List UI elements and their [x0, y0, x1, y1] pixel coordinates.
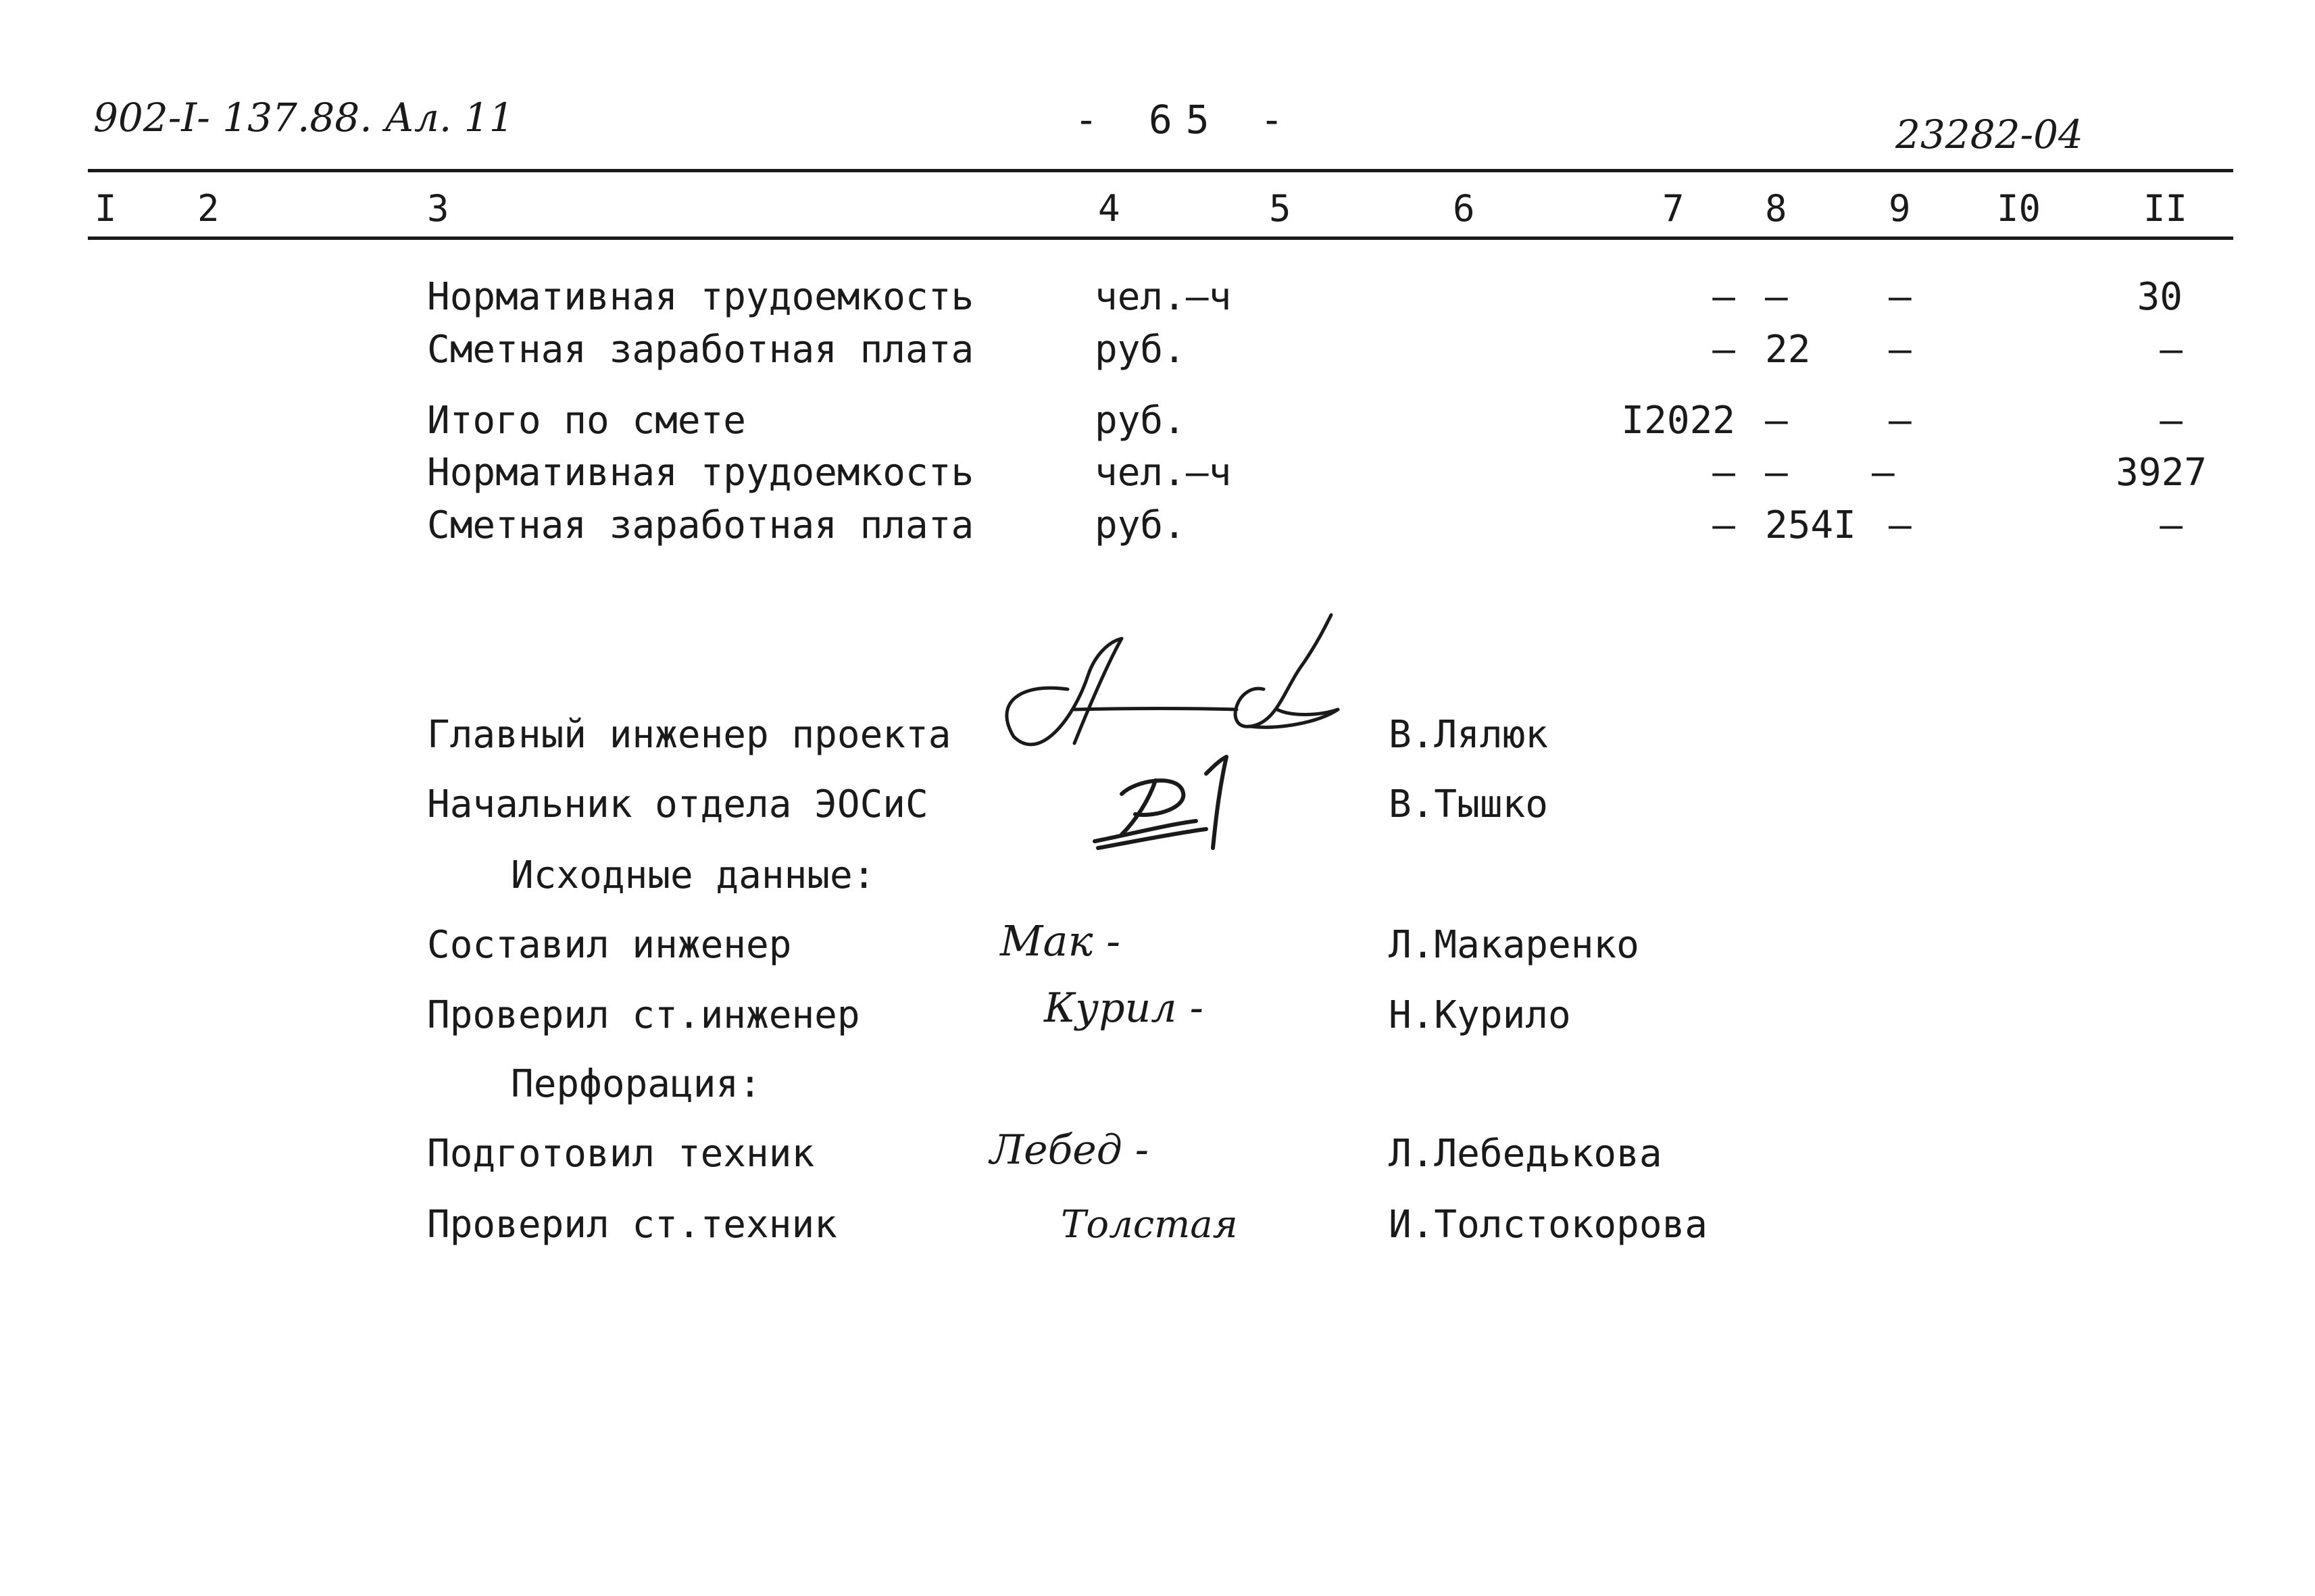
- table-top-rule: [88, 169, 2233, 172]
- prepared-by-signature: Лебед -: [990, 1126, 1149, 1174]
- checked-technician-title: Проверил ст.техник: [427, 1203, 837, 1247]
- row-5-col7: –: [1712, 503, 1735, 547]
- row-2-name: Сметная заработная плата: [427, 328, 974, 372]
- row-3-col7: I2022: [1621, 399, 1735, 443]
- row-1-name: Нормативная трудоемкость: [427, 275, 974, 319]
- row-1-unit: чел.–ч: [1095, 275, 1232, 319]
- row-4-col8: –: [1765, 451, 1788, 495]
- compiled-by-title: Составил инженер: [427, 923, 792, 967]
- checked-technician-signature: Толстая: [1061, 1203, 1238, 1247]
- table-header-bottom-rule: [88, 236, 2233, 240]
- row-4-col11: 3927: [2116, 451, 2207, 495]
- column-header-11: II: [2143, 187, 2188, 230]
- row-1-col9: –: [1889, 275, 1912, 319]
- doc-code: 902-I- 137.88. Ал. 11: [93, 95, 514, 141]
- compiled-by-signature: Мак -: [1000, 916, 1121, 966]
- column-header-1: I: [95, 187, 117, 230]
- row-5-unit: руб.: [1095, 503, 1186, 547]
- row-3-col11: –: [2160, 399, 2183, 443]
- row-4-col9: –: [1872, 451, 1895, 495]
- row-3-col9: –: [1889, 399, 1912, 443]
- checked-technician-name: И.Толстокорова: [1389, 1203, 1708, 1247]
- row-2-col7: –: [1712, 328, 1735, 372]
- chief-engineer-title: Главный инженер проекта: [427, 713, 951, 757]
- source-data-heading: Исходные данные:: [511, 853, 876, 897]
- row-1-col8: –: [1765, 275, 1788, 319]
- column-header-5: 5: [1269, 187, 1291, 230]
- column-header-10: I0: [1997, 187, 2041, 230]
- row-5-name: Сметная заработная плата: [427, 503, 974, 547]
- row-3-unit: руб.: [1095, 399, 1186, 443]
- row-2-col8: 22: [1765, 328, 1811, 372]
- row-1-col11: 30: [2137, 275, 2183, 319]
- row-4-unit: чел.–ч: [1095, 451, 1232, 495]
- column-header-7: 7: [1662, 187, 1685, 230]
- checked-engineer-signature: Курил -: [1044, 984, 1203, 1032]
- column-header-2: 2: [197, 187, 220, 230]
- perforation-heading: Перфорация:: [511, 1062, 762, 1106]
- row-5-col11: –: [2160, 503, 2183, 547]
- row-5-col9: –: [1889, 503, 1912, 547]
- dept-head-name: В.Тышко: [1389, 782, 1549, 826]
- row-2-col9: –: [1889, 328, 1912, 372]
- chief-engineer-name: В.Лялюк: [1389, 713, 1549, 757]
- checked-engineer-name: Н.Курило: [1389, 993, 1571, 1037]
- row-4-name: Нормативная трудоемкость: [427, 451, 974, 495]
- row-1-col7: –: [1712, 275, 1735, 319]
- row-2-unit: руб.: [1095, 328, 1186, 372]
- dept-head-signature: [1088, 753, 1257, 855]
- column-header-4: 4: [1098, 187, 1120, 230]
- prepared-by-title: Подготовил техник: [427, 1132, 815, 1176]
- row-5-col8: 254I: [1765, 503, 1856, 547]
- page-number: - 65 -: [1074, 97, 1297, 143]
- row-3-name: Итого по смете: [427, 399, 747, 443]
- column-header-8: 8: [1765, 187, 1787, 230]
- row-4-col7: –: [1712, 451, 1735, 495]
- column-header-9: 9: [1889, 187, 1911, 230]
- dept-head-title: Начальник отдела ЭОСиС: [427, 782, 928, 826]
- checked-engineer-title: Проверил ст.инженер: [427, 993, 860, 1037]
- row-3-col8: –: [1765, 399, 1788, 443]
- column-header-6: 6: [1453, 187, 1475, 230]
- column-header-3: 3: [427, 187, 449, 230]
- compiled-by-name: Л.Макаренко: [1389, 923, 1639, 967]
- prepared-by-name: Л.Лебедькова: [1389, 1132, 1662, 1176]
- chief-engineer-signature: [993, 608, 1345, 764]
- row-2-col11: –: [2160, 328, 2183, 372]
- archive-number: 23282-04: [1895, 111, 2083, 157]
